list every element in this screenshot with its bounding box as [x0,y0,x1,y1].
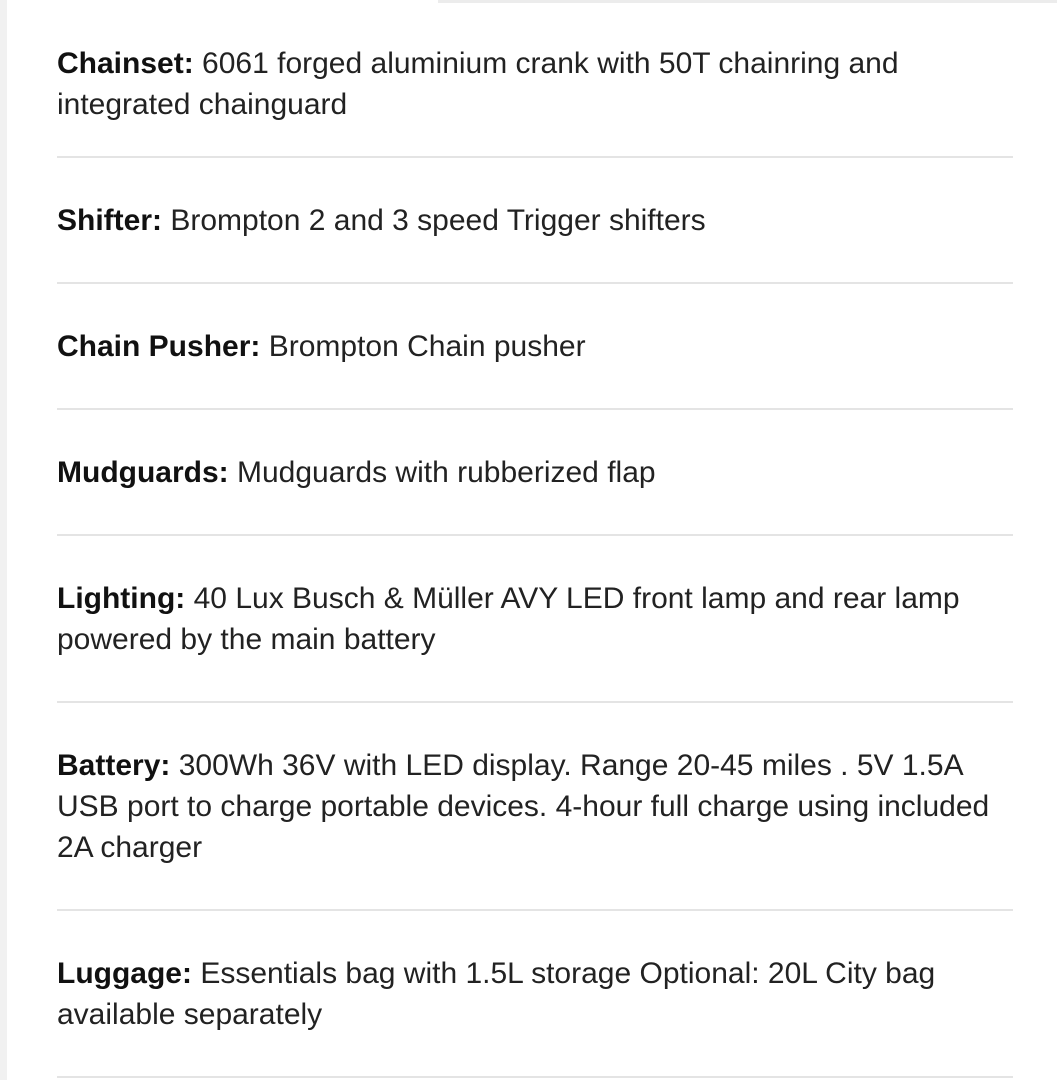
spec-list [57,0,1013,1078]
spec-value: Brompton 2 and 3 speed Trigger shifters [170,203,706,237]
spec-item-mudguards [57,410,1013,536]
spec-value: Brompton Chain pusher [268,329,586,363]
left-rail [0,0,7,1080]
spec-label: Chain Pusher: [57,329,261,363]
spec-label: Shifter: [57,203,162,237]
spec-text [57,452,656,493]
spec-label: Battery: [57,748,171,782]
spec-label: Chainset: [57,47,194,80]
spec-item-lighting [57,536,1013,703]
spec-text [57,578,1013,660]
spec-text [57,43,1013,125]
spec-text [57,326,586,367]
spec-value: 6061 forged aluminium crank with 50T chainring and integrated chainguard [57,47,899,121]
spec-item-chain-pusher [57,284,1013,410]
spec-text [57,200,706,241]
spec-text [57,745,1013,868]
spec-item-shifter [57,158,1013,284]
spec-item-luggage [57,911,1013,1078]
spec-label: Mudguards: [57,455,229,489]
spec-text [57,953,1013,1035]
spec-value: 300Wh 36V with LED display. Range 20-45 miles . 5V 1.5A USB port to charge portable devices. 4-hour full charge using included 2A charger [57,748,990,864]
spec-value: Mudguards with rubberized flap [237,455,656,489]
spec-label: Lighting: [57,581,186,615]
spec-value: Essentials bag with 1.5L storage Optional: 20L City bag available separately [57,956,936,1031]
spec-label: Luggage: [57,956,192,990]
spec-item-chainset [57,0,1013,158]
spec-item-battery [57,703,1013,911]
spec-value: 40 Lux Busch & Müller AVY LED front lamp and rear lamp powered by the main battery [57,581,960,656]
